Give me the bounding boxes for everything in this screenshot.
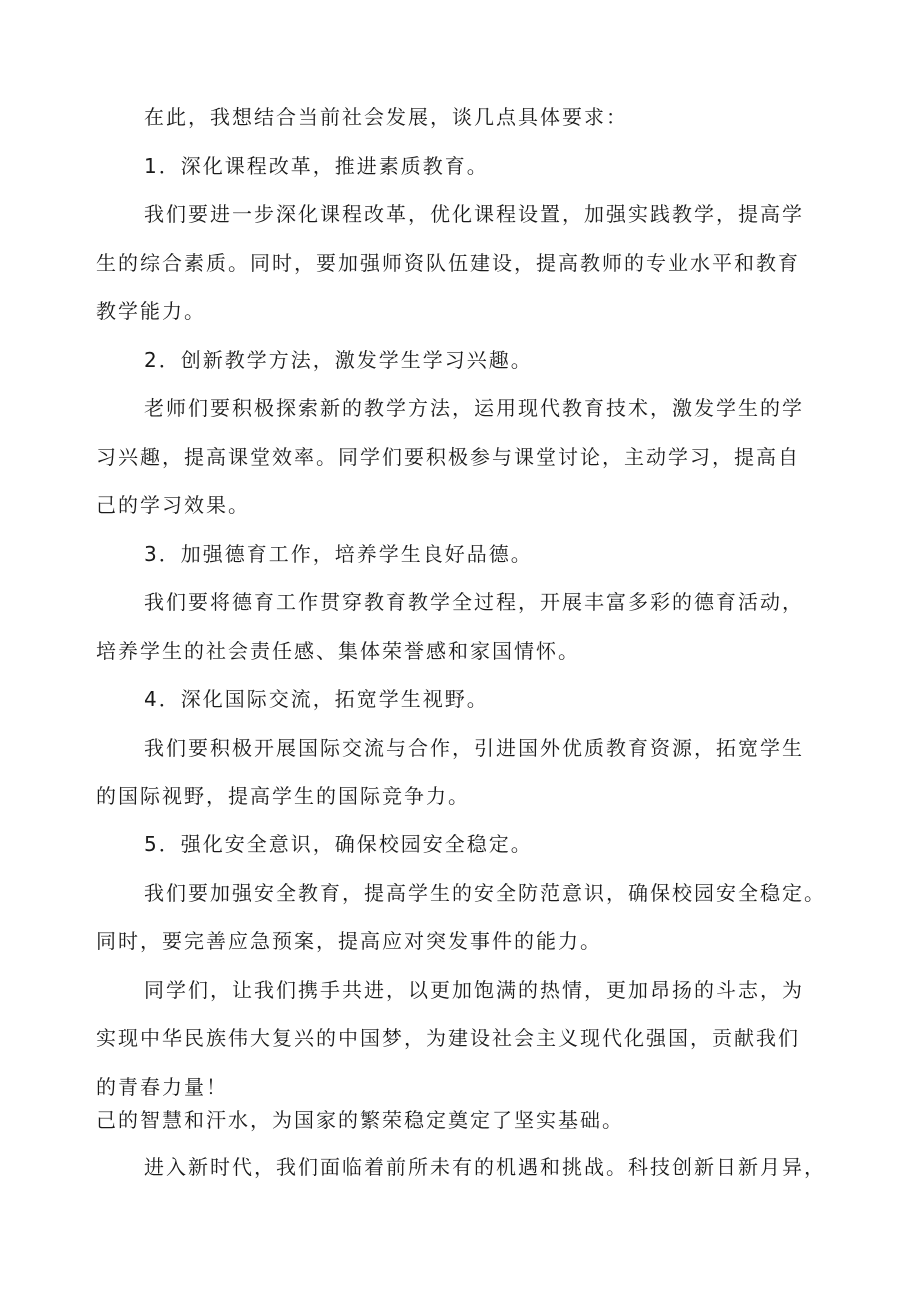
list-heading-2: 2．创新教学方法，激发学生学习兴趣。	[144, 348, 533, 372]
text-line-4: 生的综合素质。同时，要加强师资队伍建设，提高教师的专业水平和教育	[96, 251, 800, 275]
text-line-5: 教学能力。	[96, 299, 206, 323]
text-line-17: 我们要加强安全教育，提高学生的安全防范意识，确保校园安全稳定。	[144, 881, 826, 905]
list-heading-1: 1．深化课程改革，推进素质教育。	[144, 154, 489, 178]
text-line-14: 我们要积极开展国际交流与合作，引进国外优质教育资源，拓宽学生	[144, 736, 804, 760]
text-line-1: 在此，我想结合当前社会发展，谈几点具体要求：	[144, 105, 628, 129]
text-line-12: 培养学生的社会责任感、集体荣誉感和家国情怀。	[96, 639, 580, 663]
list-heading-4: 4．深化国际交流，拓宽学生视野。	[144, 687, 489, 711]
list-heading-5: 5．强化安全意识，确保校园安全稳定。	[144, 832, 533, 856]
text-line-15: 的国际视野，提高学生的国际竞争力。	[96, 784, 470, 808]
text-line-9: 己的学习效果。	[96, 493, 250, 517]
text-line-23: 进入新时代，我们面临着前所未有的机遇和挑战。科技创新日新月异，	[144, 1155, 826, 1179]
text-line-22: 己的智慧和汗水，为国家的繁荣稳定奠定了坚实基础。	[96, 1108, 624, 1132]
text-line-3: 我们要进一步深化课程改革，优化课程设置，加强实践教学，提高学	[144, 202, 804, 226]
text-line-20: 实现中华民族伟大复兴的中国梦，为建设社会主义现代化强国，贡献我们	[96, 1026, 800, 1050]
text-line-7: 老师们要积极探索新的教学方法，运用现代教育技术，激发学生的学	[144, 396, 804, 420]
list-heading-3: 3．加强德育工作，培养学生良好品德。	[144, 542, 533, 566]
text-line-8: 习兴趣，提高课堂效率。同学们要积极参与课堂讨论，主动学习，提高自	[96, 445, 800, 469]
text-line-18: 同时，要完善应急预案，提高应对突发事件的能力。	[96, 929, 602, 953]
text-line-21: 的青春力量！	[96, 1075, 228, 1099]
text-line-11: 我们要将德育工作贯穿教育教学全过程，开展丰富多彩的德育活动，	[144, 590, 804, 614]
text-line-19: 同学们，让我们携手共进，以更加饱满的热情，更加昂扬的斗志，为	[144, 978, 804, 1002]
